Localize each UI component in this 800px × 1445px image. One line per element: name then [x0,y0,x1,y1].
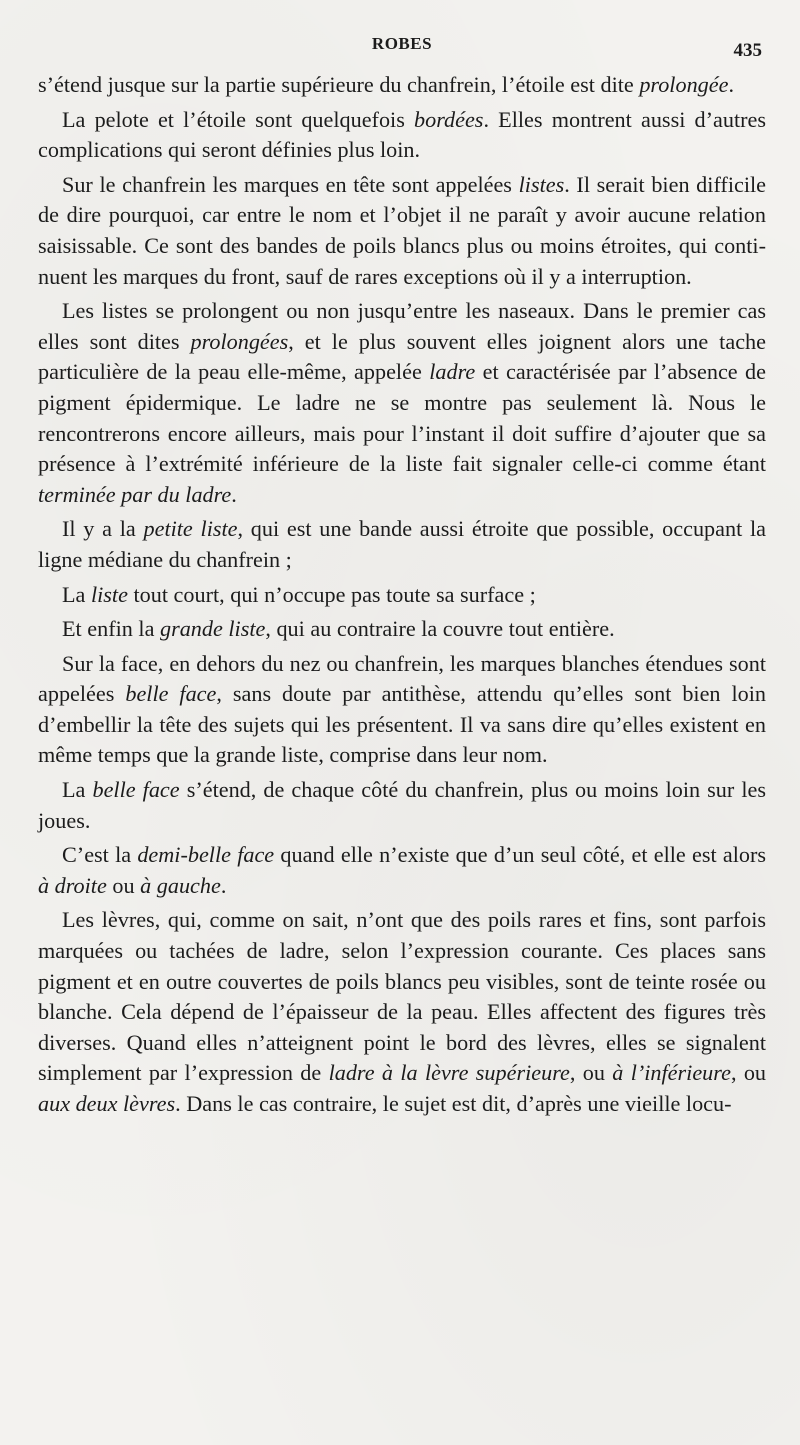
text-run: quand elle n’existe que d’un seul côté, et elle est alors [274,842,766,868]
text-run: La [62,581,91,607]
paragraph [38,775,766,836]
italic-term: demi-belle face [137,842,275,868]
text-run: Les listes se prolongent ou non jusqu’entre les naseaux. Dans le premier cas elles sont dites [38,298,766,354]
paragraph [38,105,766,166]
page-number: 435 [733,40,762,61]
text-run: s’étend jusque sur la partie supérieure du chanfrein, l’étoile est dite [38,72,640,97]
paragraph [38,840,766,901]
text-run: La [62,777,93,803]
italic-term: à gauche [140,872,221,898]
text-run: La pelote et l’étoile sont quelquefois [62,106,415,132]
italic-term: grande liste [159,616,266,642]
text-run: , qui est une bande aussi étroite que possible, occupant la ligne médiane du chanfrein ; [38,516,766,572]
italic-term: liste [90,581,128,607]
text-run: . [220,872,227,898]
text-run: s’étend, de chaque côté du chanfrein, plus ou moins loin sur les joues. [38,777,767,833]
text-run: , ou [730,1060,767,1086]
text-run: ou [106,872,141,898]
italic-term: aux deux lèvres [38,1091,176,1116]
text-run: Et enfin la [62,616,160,642]
text-run: , et le plus souvent elles joignent alors une tache particulière de la peau elle-même, appelée [38,328,766,385]
italic-term: à droite [38,872,107,898]
paragraph [38,514,766,575]
text-run: . [231,481,237,507]
italic-term: belle face [125,681,217,707]
italic-term: terminée par du ladre [38,481,232,507]
body-text [38,70,766,1120]
text-run: . [728,72,734,97]
text-run: . Elles montrent aussi d’autres complications qui seront définies plus loin. [38,106,766,163]
running-title: ROBES [371,34,433,53]
text-run: et caractérisée par l’absence de pigment épidermique. Le ladre ne se montre pas seulement là. Nous le rencontrerons encore ailleurs, mais pour l’instant il doit suffire d’ajouter que sa présence à l’extrémité inférieure de la liste fait signaler celle-ci comme étant [38,359,766,477]
paragraph [38,296,766,510]
text-run: Sur la face, en dehors du nez ou chanfrein, les marques blanches étendues sont appelées [38,650,766,707]
paragraph [38,649,766,771]
text-run: . Il serait bien difficile de dire pourquoi, car entre le nom et l’objet il ne paraît y avoir aucune relation saisissable. Ce sont des bandes de poils blancs plus ou moins étroites, qui continuent les marques du front, sauf de rares exceptions où il y a interruption. [38,171,767,289]
italic-term: belle face [92,777,180,803]
italic-term: à l’inférieure [612,1060,731,1086]
italic-term: prolongée [639,72,729,97]
text-run: Sur le chanfrein les marques en tête sont appelées [62,171,519,197]
text-run: tout court, qui n’occupe pas toute sa surface ; [127,581,536,607]
text-run: Il y a la [62,516,144,542]
running-head [38,30,766,70]
paragraph [38,70,766,101]
italic-term: ladre à la lèvre supérieure [328,1060,570,1086]
paragraph [38,580,766,611]
italic-term: listes [518,171,565,197]
paragraph [38,170,766,292]
paragraph [38,614,766,645]
text-run: , ou [569,1060,613,1086]
italic-term: petite liste [143,516,238,542]
italic-term: prolongées [190,328,289,354]
paragraph [38,905,766,1119]
italic-term: ladre [429,359,476,385]
text-run: C’est la [62,842,138,868]
text-run: . Dans le cas contraire, le sujet est dit, d’après une vieille locu- [175,1091,732,1116]
text-run: , sans doute par antithèse, attendu qu’elles sont bien loin d’embellir la tête des sujets qui les présentent. Il va sans dire qu’elles existent en même temps que la grande liste, comprise dans leur nom. [38,681,766,768]
text-run: , qui au contraire la couvre tout entière. [265,616,615,642]
italic-term: bordées [414,106,484,132]
text-run: Les lèvres, qui, comme on sait, n’ont que des poils rares et fins, sont parfois marquées ou tachées de ladre, selon l’expression courante. Ces places sans pigment et en outre couvertes de poils blancs peu visibles, sont de teinte rosée ou blanche. Cela dépend de l’épaisseur de la peau. Elles affectent des figures très diverses. Quand elles n’atteignent point le bord des lèvres, elles se signalent simplement par l’expression de [38,907,766,1086]
